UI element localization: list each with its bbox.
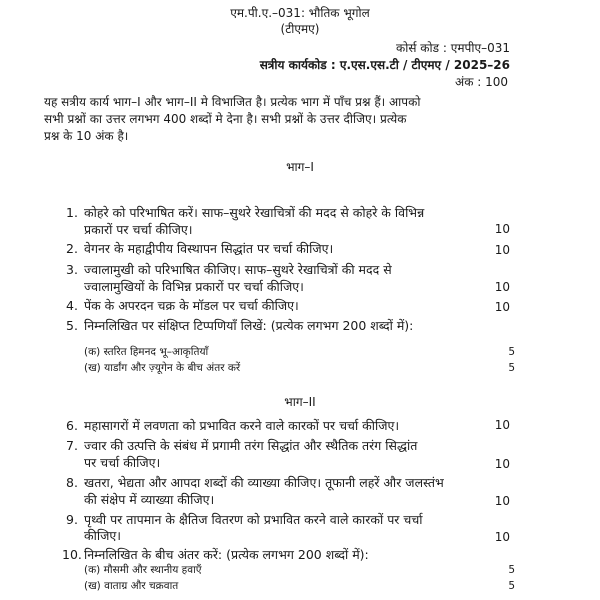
question-number: 4. [66,298,78,313]
question-number: 9. [66,512,78,527]
question-text: पर चर्चा कीजिए। [84,455,161,470]
course-code: कोर्स कोड : एमपीए–031 [396,41,510,55]
instruction-line: प्रश्न के 10 अंक है। [44,129,129,143]
part1-heading: भाग–I [286,160,314,174]
question-text: कीजिए। [84,528,122,543]
question-text: वेगनर के महाद्वीपीय विस्थापन सिद्धांत पर चर्चा कीजिए। [84,241,334,256]
part2-heading: भाग–II [284,395,316,409]
question-text: प्रकारों पर चर्चा कीजिए। [84,222,193,237]
course-title: एम.पी.ए.–031: भौतिक भूगोल [230,6,370,20]
question-marks: 10 [494,243,510,257]
assignment-code: सत्रीय कार्यकोड : ए.एस.एस.टी / टीएमए / 2025–26 [259,58,510,72]
subpart-marks: 5 [508,346,515,358]
subpart-marks: 5 [508,580,515,592]
question-text: खतरा, भेद्यता और आपदा शब्दों की व्याख्या कीजिए। तूफानी लहरें और जलस्तंभ [84,475,444,490]
question-number: 10. [62,547,82,562]
subpart-marks: 5 [508,564,515,576]
instruction-line: यह सत्रीय कार्य भाग–I और भाग–II मे विभाजित है। प्रत्येक भाग में पाँच प्रश्न हैं। आपको [44,95,421,109]
course-subtitle: (टीएमए) [280,22,320,36]
question-text: निम्नलिखित पर संक्षिप्त टिप्पणियाँ लिखें: (प्रत्येक लगभग 200 शब्दों में): [84,318,414,333]
question-number: 2. [66,241,78,256]
question-marks: 10 [494,418,510,432]
question-marks: 10 [494,222,510,236]
subpart-marks: 5 [508,362,515,374]
question-number: 6. [66,418,78,433]
subpart-text: (क) मौसमी और स्थानीय हवाएँ [84,564,202,576]
question-marks: 10 [494,457,510,471]
question-text: ज्वालामुखी को परिभाषित कीजिए। साफ–सुथरे रेखाचित्रों की मदद से [84,262,392,277]
question-marks: 10 [494,280,510,294]
question-text: पेंक के अपरदन चक्र के मॉडल पर चर्चा कीजिए। [84,298,299,313]
question-text: ज्वालामुखियों के विभिन्न प्रकारों पर चर्चा कीजिए। [84,279,304,294]
question-number: 5. [66,318,78,333]
subpart-text: (क) स्तरित हिमनद भू–आकृतियाँ [84,346,209,358]
question-text: कोहरे को परिभाषित करें। साफ–सुथरे रेखाचित्रों की मदद से कोहरे के विभिन्न [84,205,425,220]
question-text: निम्नलिखित के बीच अंतर करें: (प्रत्येक लगभग 200 शब्दों में): [84,547,369,562]
question-marks: 10 [494,494,510,508]
question-text: की संक्षेप में व्याख्या कीजिए। [84,492,215,507]
subpart-text: (ख) वाताग्र और चक्रवात [84,580,179,592]
max-marks: अंक : 100 [455,75,508,89]
question-number: 1. [66,205,78,220]
question-number: 8. [66,475,78,490]
instruction-line: सभी प्रश्नों का उत्तर लगभग 400 शब्दों मे देना है। सभी प्रश्नों के उत्तर दीजिए। प्रत्येक [44,112,407,126]
question-text: पृथ्वी पर तापमान के क्षैतिज वितरण को प्रभावित करने वाले कारकों पर चर्चा [84,512,423,527]
question-text: महासागरों में लवणता को प्रभावित करने वाले कारकों पर चर्चा कीजिए। [84,418,400,433]
question-text: ज्वार की उत्पत्ति के संबंध में प्रगामी तरंग सिद्धांत और स्थैतिक तरंग सिद्धांत [84,438,418,453]
question-marks: 10 [494,530,510,544]
question-number: 3. [66,262,78,277]
subpart-text: (ख) यार्डांग और ज़्यूगेन के बीच अंतर करें [84,362,241,374]
question-number: 7. [66,438,78,453]
question-marks: 10 [494,300,510,314]
